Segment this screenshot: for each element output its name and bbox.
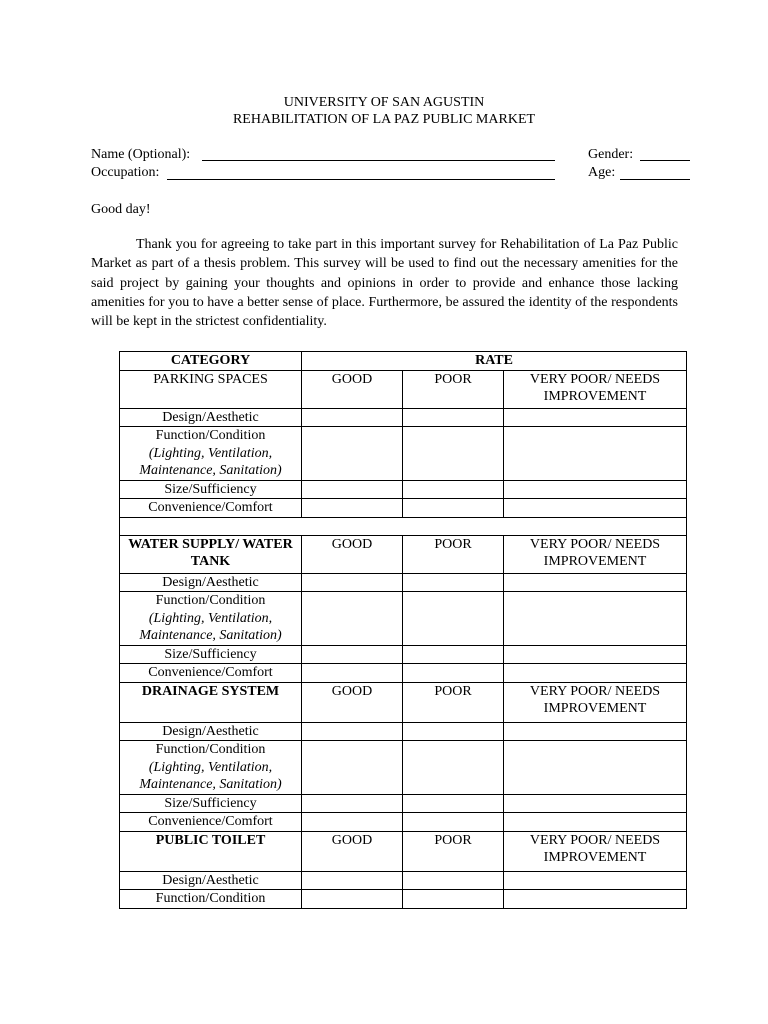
gender-field[interactable]: [640, 160, 690, 161]
table-row: [120, 813, 687, 832]
good-column-label: GOOD: [302, 535, 403, 573]
criterion-label: [120, 592, 302, 646]
spacer-cell: [120, 517, 687, 535]
rating-cell-good[interactable]: [302, 592, 403, 646]
table-header-row: [120, 352, 687, 371]
table-row: [120, 645, 687, 664]
table-row: [120, 871, 687, 890]
rating-cell-good[interactable]: [302, 408, 403, 427]
occupation-label: Occupation:: [91, 165, 160, 180]
section-header-row: [120, 682, 687, 722]
rating-cell-good[interactable]: [302, 741, 403, 795]
rating-cell-poor[interactable]: [403, 427, 504, 481]
section-header-row: [120, 370, 687, 408]
rating-cell-good[interactable]: [302, 794, 403, 813]
section-name: WATER SUPPLY/ WATER TANK: [120, 535, 302, 573]
good-column-label: GOOD: [302, 682, 403, 722]
gender-label: Gender:: [588, 147, 634, 162]
criterion-main: Function/Condition: [155, 428, 266, 443]
criterion-label: Design/Aesthetic: [120, 408, 302, 427]
table-row: [120, 592, 687, 646]
greeting-text: Good day!: [91, 202, 151, 217]
rating-cell-poor[interactable]: [403, 722, 504, 741]
name-field[interactable]: [202, 160, 555, 161]
section-header-row: [120, 535, 687, 573]
criterion-label: Size/Sufficiency: [120, 645, 302, 664]
poor-column-label: POOR: [403, 535, 504, 573]
intro-text: Thank you for agreeing to take part in this important survey for Rehabilitation of La Paz Public Market as part of a thesis problem. This survey will be used to find out the necessary amenities for the said project by gaining your thoughts and opinions in order to provide and enhance those lacking amenities for you to have a better sense of place. Furthermore, be assured the identity of the respondents will be kept in the strictest confidentiality.: [91, 237, 678, 330]
section-name: PUBLIC TOILET: [120, 831, 302, 871]
table-row: [120, 664, 687, 683]
poor-column-label: POOR: [403, 831, 504, 871]
spacer-row: [120, 517, 687, 535]
rating-cell-poor[interactable]: [403, 592, 504, 646]
table-row: [120, 573, 687, 592]
rating-cell-very-poor[interactable]: [504, 645, 687, 664]
age-field[interactable]: [620, 179, 690, 180]
criterion-detail: (Lighting, Ventilation, Maintenance, Sanitation): [139, 610, 282, 643]
rating-cell-poor[interactable]: [403, 645, 504, 664]
rating-cell-poor[interactable]: [403, 573, 504, 592]
rating-cell-very-poor[interactable]: [504, 794, 687, 813]
category-header: CATEGORY: [120, 352, 302, 371]
good-column-label: GOOD: [302, 831, 403, 871]
rating-cell-very-poor[interactable]: [504, 741, 687, 795]
section-header-row: [120, 831, 687, 871]
section-name: PARKING SPACES: [120, 370, 302, 408]
very-poor-column-label: VERY POOR/ NEEDS IMPROVEMENT: [504, 831, 687, 871]
rating-cell-good[interactable]: [302, 890, 403, 909]
criterion-label: Design/Aesthetic: [120, 722, 302, 741]
table-row: [120, 741, 687, 795]
occupation-field[interactable]: [167, 179, 555, 180]
rating-cell-very-poor[interactable]: [504, 499, 687, 518]
table-row: [120, 480, 687, 499]
rating-cell-very-poor[interactable]: [504, 813, 687, 832]
project-title: REHABILITATION OF LA PAZ PUBLIC MARKET: [232, 112, 536, 127]
criterion-detail: (Lighting, Ventilation, Maintenance, Sanitation): [139, 759, 282, 792]
rating-cell-very-poor[interactable]: [504, 592, 687, 646]
criterion-label: Design/Aesthetic: [120, 573, 302, 592]
rating-cell-poor[interactable]: [403, 890, 504, 909]
rating-cell-poor[interactable]: [403, 499, 504, 518]
very-poor-column-label: VERY POOR/ NEEDS IMPROVEMENT: [504, 370, 687, 408]
table-row: [120, 427, 687, 481]
rating-cell-good[interactable]: [302, 871, 403, 890]
section-name: DRAINAGE SYSTEM: [120, 682, 302, 722]
poor-column-label: POOR: [403, 370, 504, 408]
criterion-detail: (Lighting, Ventilation, Maintenance, Sanitation): [139, 445, 282, 478]
age-label: Age:: [588, 165, 616, 180]
criterion-label: Convenience/Comfort: [120, 813, 302, 832]
rating-cell-good[interactable]: [302, 813, 403, 832]
rating-cell-very-poor[interactable]: [504, 480, 687, 499]
rating-table: [119, 351, 687, 909]
criterion-label: Size/Sufficiency: [120, 794, 302, 813]
rating-cell-good[interactable]: [302, 499, 403, 518]
name-label: Name (Optional):: [91, 147, 191, 162]
rating-cell-good[interactable]: [302, 722, 403, 741]
table-row: [120, 890, 687, 909]
rating-cell-good[interactable]: [302, 645, 403, 664]
rate-header: RATE: [302, 352, 687, 371]
criterion-label: Convenience/Comfort: [120, 664, 302, 683]
rating-cell-very-poor[interactable]: [504, 573, 687, 592]
table-row: [120, 408, 687, 427]
rating-cell-poor[interactable]: [403, 813, 504, 832]
rating-cell-poor[interactable]: [403, 741, 504, 795]
rating-cell-good[interactable]: [302, 427, 403, 481]
rating-cell-good[interactable]: [302, 664, 403, 683]
very-poor-column-label: VERY POOR/ NEEDS IMPROVEMENT: [504, 682, 687, 722]
rating-cell-very-poor[interactable]: [504, 427, 687, 481]
table-row: [120, 722, 687, 741]
criterion-main: Function/Condition: [155, 742, 266, 757]
criterion-label: Function/Condition: [120, 890, 302, 909]
criterion-label: Size/Sufficiency: [120, 480, 302, 499]
criterion-main: Function/Condition: [155, 593, 266, 608]
rating-cell-poor[interactable]: [403, 794, 504, 813]
rating-cell-poor[interactable]: [403, 408, 504, 427]
rating-cell-poor[interactable]: [403, 871, 504, 890]
table-row: [120, 794, 687, 813]
criterion-label: Design/Aesthetic: [120, 871, 302, 890]
rating-cell-poor[interactable]: [403, 480, 504, 499]
table-row: [120, 499, 687, 518]
rating-cell-very-poor[interactable]: [504, 408, 687, 427]
poor-column-label: POOR: [403, 682, 504, 722]
rating-cell-good[interactable]: [302, 573, 403, 592]
university-title: UNIVERSITY OF SAN AGUSTIN: [283, 95, 485, 110]
good-column-label: GOOD: [302, 370, 403, 408]
criterion-label: [120, 741, 302, 795]
very-poor-column-label: VERY POOR/ NEEDS IMPROVEMENT: [504, 535, 687, 573]
criterion-label: [120, 427, 302, 481]
rating-cell-good[interactable]: [302, 480, 403, 499]
intro-paragraph: [91, 235, 678, 331]
rating-cell-very-poor[interactable]: [504, 664, 687, 683]
criterion-label: Convenience/Comfort: [120, 499, 302, 518]
rating-cell-very-poor[interactable]: [504, 722, 687, 741]
rating-cell-poor[interactable]: [403, 664, 504, 683]
rating-cell-very-poor[interactable]: [504, 890, 687, 909]
rating-cell-very-poor[interactable]: [504, 871, 687, 890]
